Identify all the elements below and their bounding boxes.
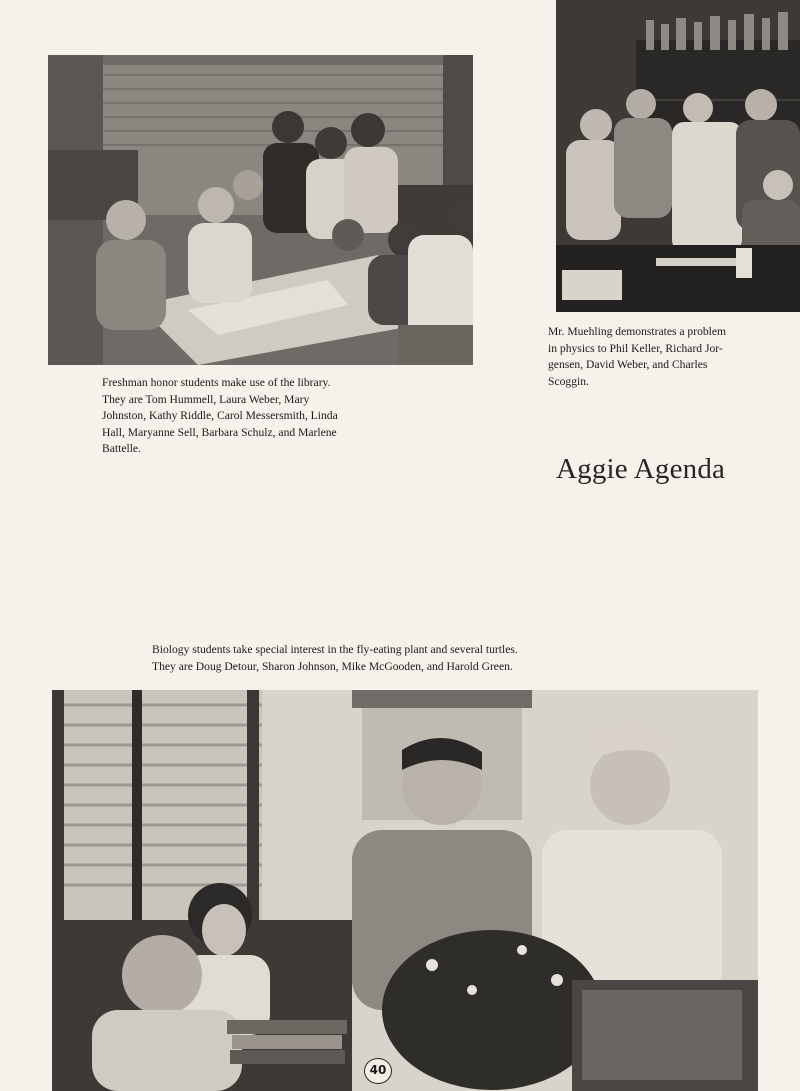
biology-caption: Biology students take special interest in the fly-eating plant and several turtles. They are Doug Detour, Sharon Johnson, Mike McGooden, and Harold Green. bbox=[152, 643, 518, 673]
section-title: Aggie Agenda bbox=[556, 453, 726, 485]
library-photo bbox=[48, 55, 473, 365]
photo-physics-icon bbox=[556, 0, 800, 312]
physics-caption: Mr. Muehling demonstrates a problem in physics to Phil Keller, Richard Jor- gensen, David Weber, and Charles Scoggin. bbox=[548, 325, 727, 388]
physics-photo bbox=[556, 0, 800, 312]
page-number: 40 bbox=[364, 1058, 392, 1084]
biology-photo bbox=[52, 690, 758, 1091]
library-caption: Freshman honor students make use of the library. They are Tom Hummell, Laura Weber, Mary Johnston, Kathy Riddle, Carol Messersmith, Linda Hall, Maryanne Sell, Barbara Schulz, and Marlene Battelle. bbox=[102, 376, 338, 456]
photo-biology-icon bbox=[52, 690, 758, 1091]
photo-library-icon bbox=[48, 55, 473, 365]
